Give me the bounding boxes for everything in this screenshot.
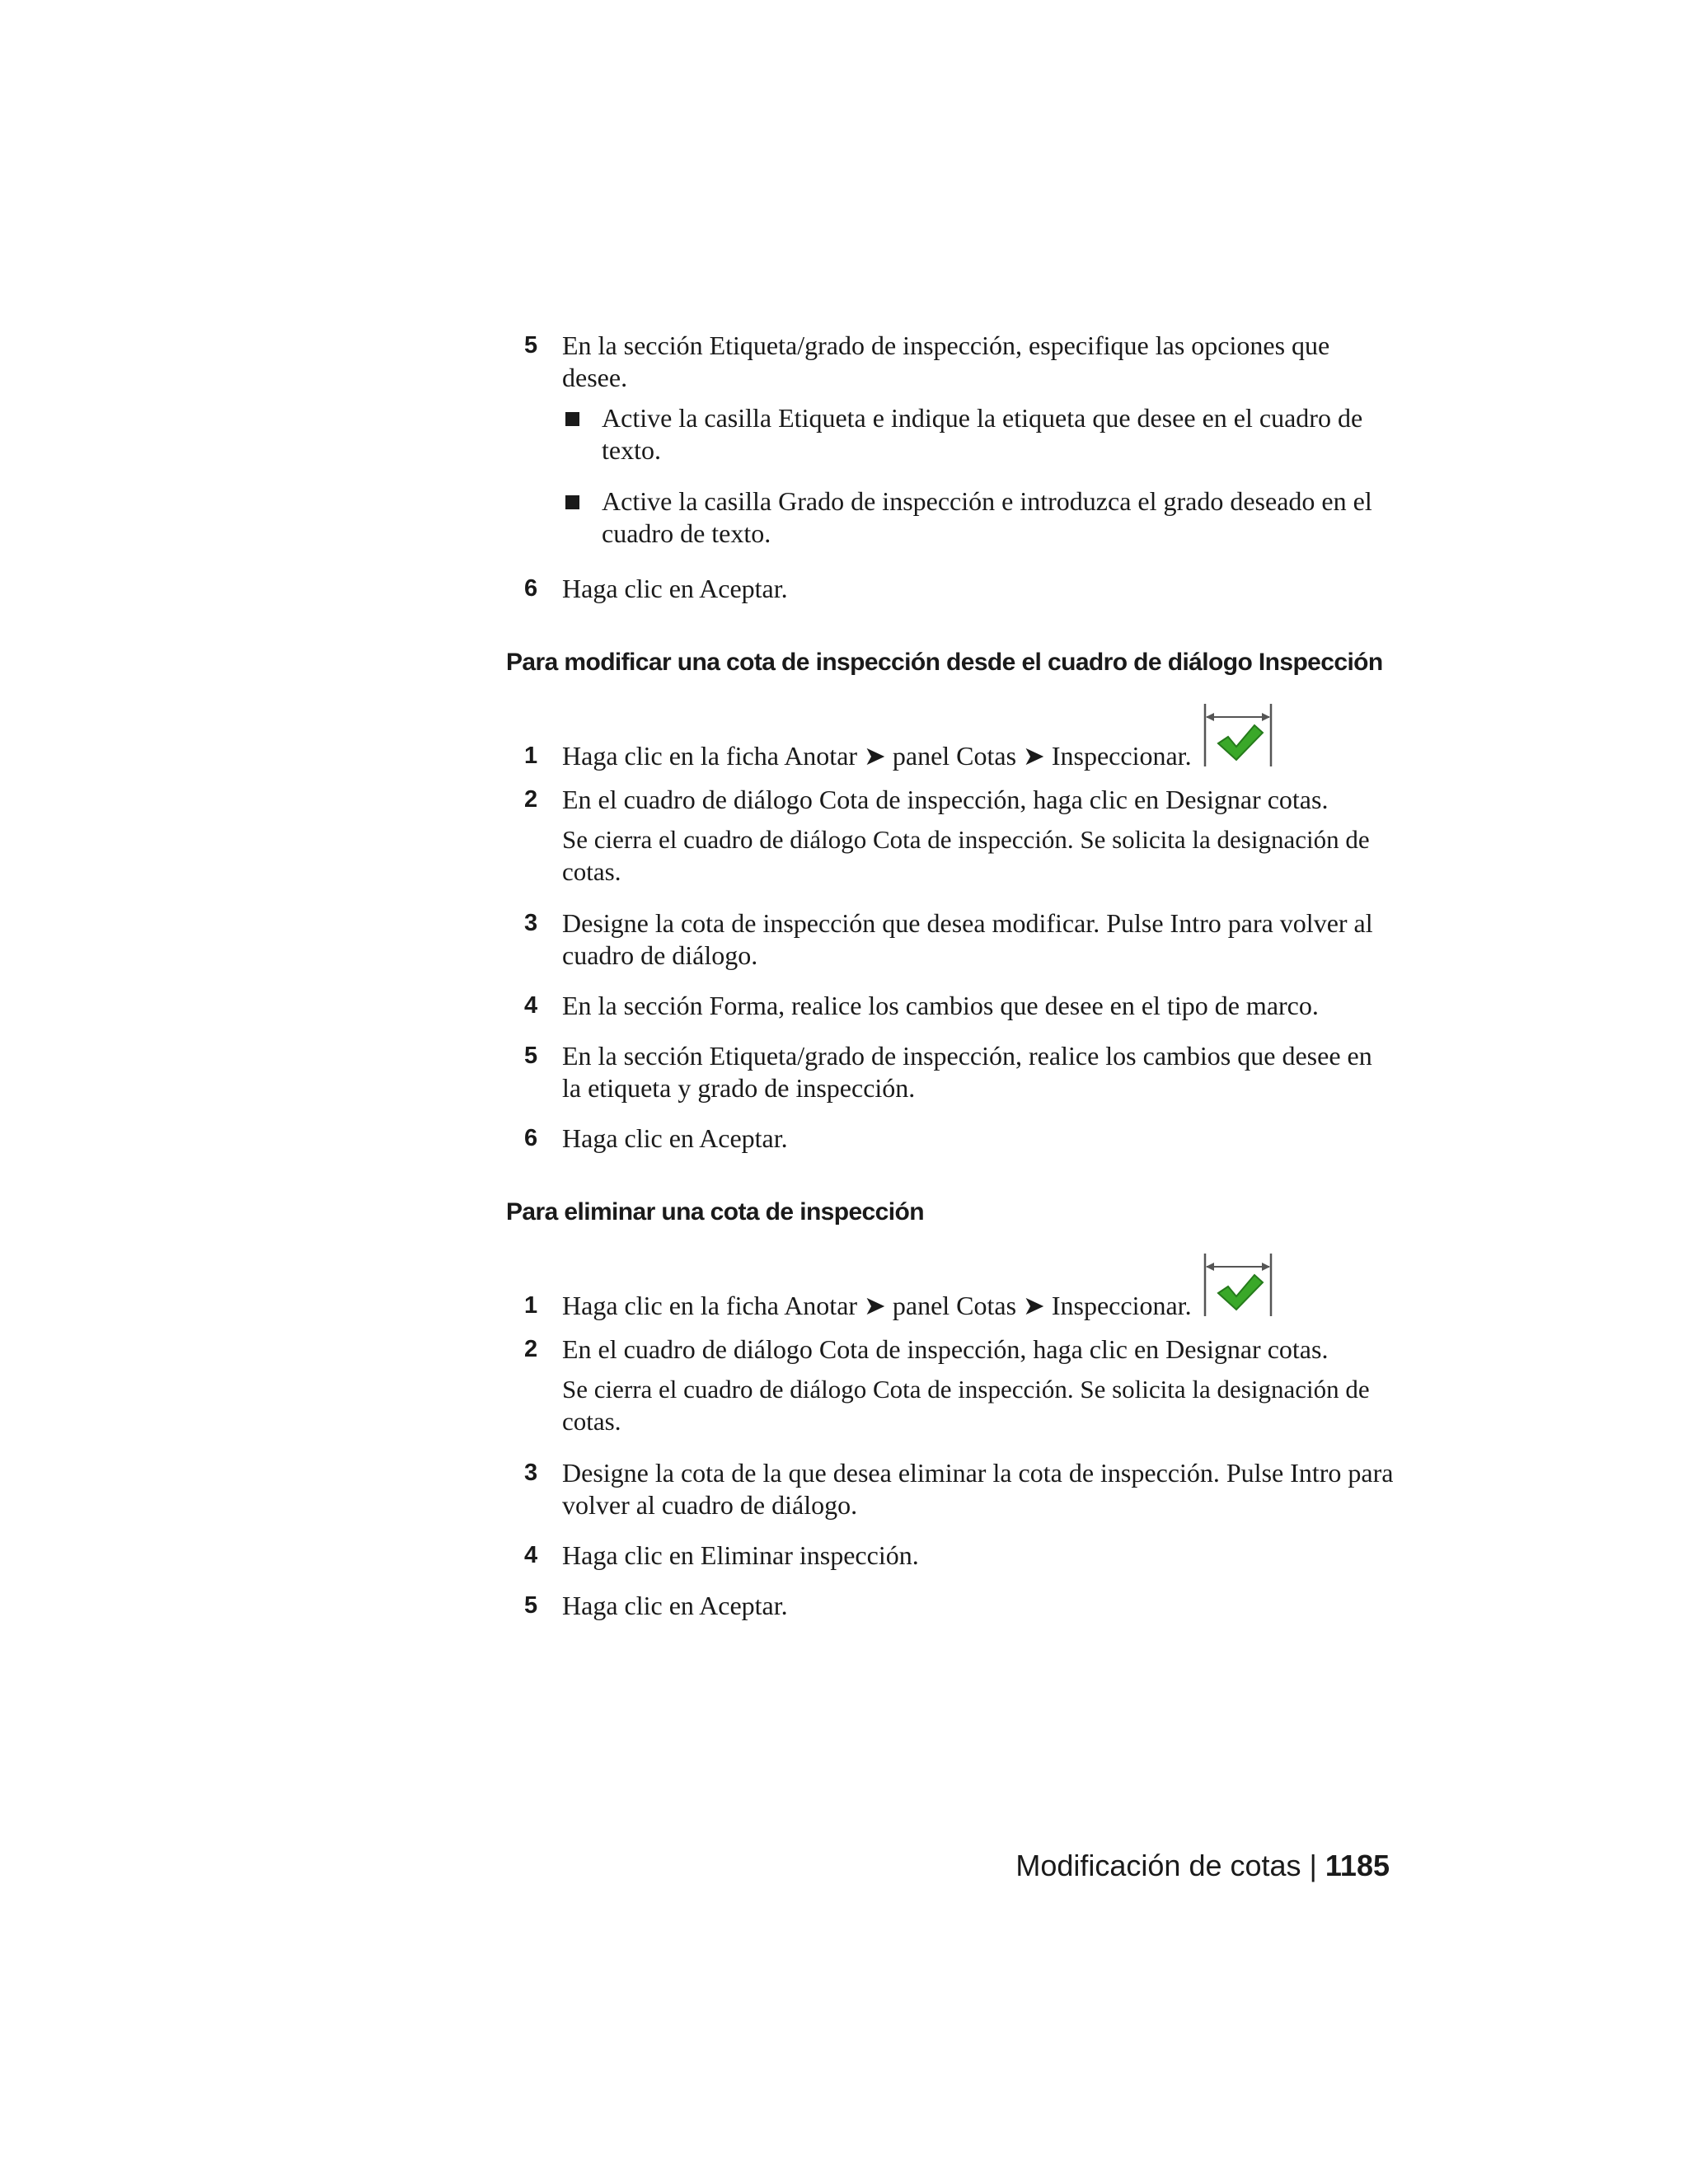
step-6 (506, 1122, 1396, 1155)
bullet-item (562, 402, 1396, 466)
step-text: Designe la cota de inspección que desea modificar. Pulse Intro para volver al cuadro de diálogo. (562, 908, 1373, 970)
page-number: 1185 (1325, 1849, 1390, 1882)
footer-title: Modificación de cotas (1015, 1849, 1301, 1882)
step-text: Haga clic en Aceptar. (562, 1123, 788, 1153)
step-number: 3 (524, 1460, 538, 1486)
step-text-label: Haga clic en la ficha Anotar ➤ panel Cotas ➤ Inspeccionar. (562, 741, 1192, 771)
bullet-text: Active la casilla Grado de inspección e introduzca el grado deseado en el cuadro de texto. (602, 486, 1372, 548)
step-note: Se cierra el cuadro de diálogo Cota de inspección. Se solicita la designación de cotas. (562, 1375, 1370, 1436)
step-2 (506, 1333, 1396, 1437)
page-content (506, 330, 1396, 1622)
step-number: 4 (524, 992, 538, 1019)
inspect-dimension-icon (1202, 1250, 1274, 1319)
step-number: 6 (524, 575, 538, 602)
bullet-item (562, 485, 1396, 550)
step-4 (506, 990, 1396, 1022)
step-text: En la sección Etiqueta/grado de inspección, realice los cambios que desee en la etiqueta y grado de inspección. (562, 1041, 1372, 1103)
step-text (562, 701, 1396, 772)
step-4 (506, 1540, 1396, 1572)
step-6 (506, 573, 1396, 605)
step-number: 3 (524, 910, 538, 936)
step-5 (506, 1040, 1396, 1104)
square-bullet-icon (565, 412, 579, 426)
page-footer (1015, 1849, 1390, 1883)
step-text (562, 1250, 1396, 1322)
step-number: 1 (524, 743, 538, 769)
step-text: Haga clic en Aceptar. (562, 574, 788, 603)
step-number: 2 (524, 786, 538, 813)
step-5 (506, 1590, 1396, 1622)
step-1 (506, 1250, 1396, 1322)
step-number: 5 (524, 332, 538, 359)
step-3 (506, 1457, 1396, 1521)
step-number: 5 (524, 1592, 538, 1619)
step-text: En la sección Etiqueta/grado de inspección, especifique las opciones que desee. (562, 330, 1330, 392)
bullet-text: Active la casilla Etiqueta e indique la etiqueta que desee en el cuadro de texto. (602, 403, 1363, 465)
step-text: Haga clic en Aceptar. (562, 1591, 788, 1620)
step-1 (506, 701, 1396, 772)
section-heading: Para modificar una cota de inspección desde el cuadro de diálogo Inspección (506, 649, 1383, 676)
step-number: 5 (524, 1043, 538, 1069)
step-note: Se cierra el cuadro de diálogo Cota de inspección. Se solicita la designación de cotas. (562, 825, 1370, 886)
step-number: 6 (524, 1125, 538, 1151)
step-text: Haga clic en Eliminar inspección. (562, 1540, 919, 1570)
step-number: 1 (524, 1292, 538, 1319)
step-text-label: Haga clic en la ficha Anotar ➤ panel Cotas ➤ Inspeccionar. (562, 1291, 1192, 1320)
step-text: Designe la cota de la que desea eliminar la cota de inspección. Pulse Intro para volver al cuadro de diálogo. (562, 1458, 1394, 1520)
step-text: En el cuadro de diálogo Cota de inspección, haga clic en Designar cotas. (562, 1334, 1329, 1364)
step-3 (506, 907, 1396, 972)
section-heading: Para eliminar una cota de inspección (506, 1198, 924, 1226)
step-2 (506, 784, 1396, 888)
step-text: En el cuadro de diálogo Cota de inspección, haga clic en Designar cotas. (562, 785, 1329, 814)
step-number: 4 (524, 1542, 538, 1568)
square-bullet-icon (565, 495, 579, 509)
step-number: 2 (524, 1336, 538, 1362)
step-text: En la sección Forma, realice los cambios que desee en el tipo de marco. (562, 991, 1319, 1020)
inspect-dimension-icon (1202, 701, 1274, 770)
step-5 (506, 330, 1396, 550)
footer-separator: | (1309, 1849, 1317, 1882)
